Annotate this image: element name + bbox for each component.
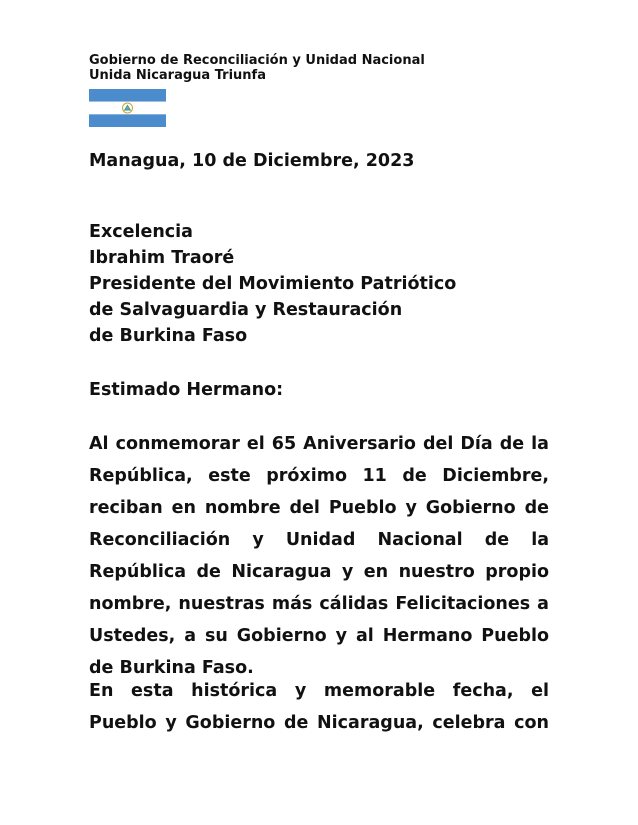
letter-date: Managua, 10 de Diciembre, 2023 bbox=[89, 151, 415, 171]
recipient-block bbox=[89, 219, 456, 349]
body-paragraph: Al conmemorar el 65 Aniversario del Día de la República, este próximo 11 de Diciembre, reciban en nombre del Pueblo y Gobierno de Reconciliación y Unidad Nacional de la República de Nicaragua y en nuestro propio nombre, nuestras más cálidas Felicitaciones a Ustedes, a su Gobierno y al Hermano Pueblo de Burkina Faso. bbox=[89, 434, 549, 678]
nicaragua-flag-icon bbox=[89, 89, 166, 127]
letterhead-government-name: Gobierno de Reconciliación y Unidad Nacional bbox=[89, 53, 425, 68]
salutation: Estimado Hermano: bbox=[89, 380, 284, 400]
recipient-line: de Salvaguardia y Restauración bbox=[89, 300, 403, 320]
body-paragraph: En esta histórica y memorable fecha, el Pueblo y Gobierno de Nicaragua, celebra con bbox=[89, 681, 549, 733]
recipient-line: Ibrahim Traoré bbox=[89, 248, 235, 268]
recipient-line: Excelencia bbox=[89, 222, 193, 242]
recipient-line: Presidente del Movimiento Patriótico bbox=[89, 274, 457, 294]
recipient-line: de Burkina Faso bbox=[89, 326, 248, 346]
letterhead-slogan: Unida Nicaragua Triunfa bbox=[89, 68, 266, 83]
letterhead bbox=[89, 53, 425, 83]
